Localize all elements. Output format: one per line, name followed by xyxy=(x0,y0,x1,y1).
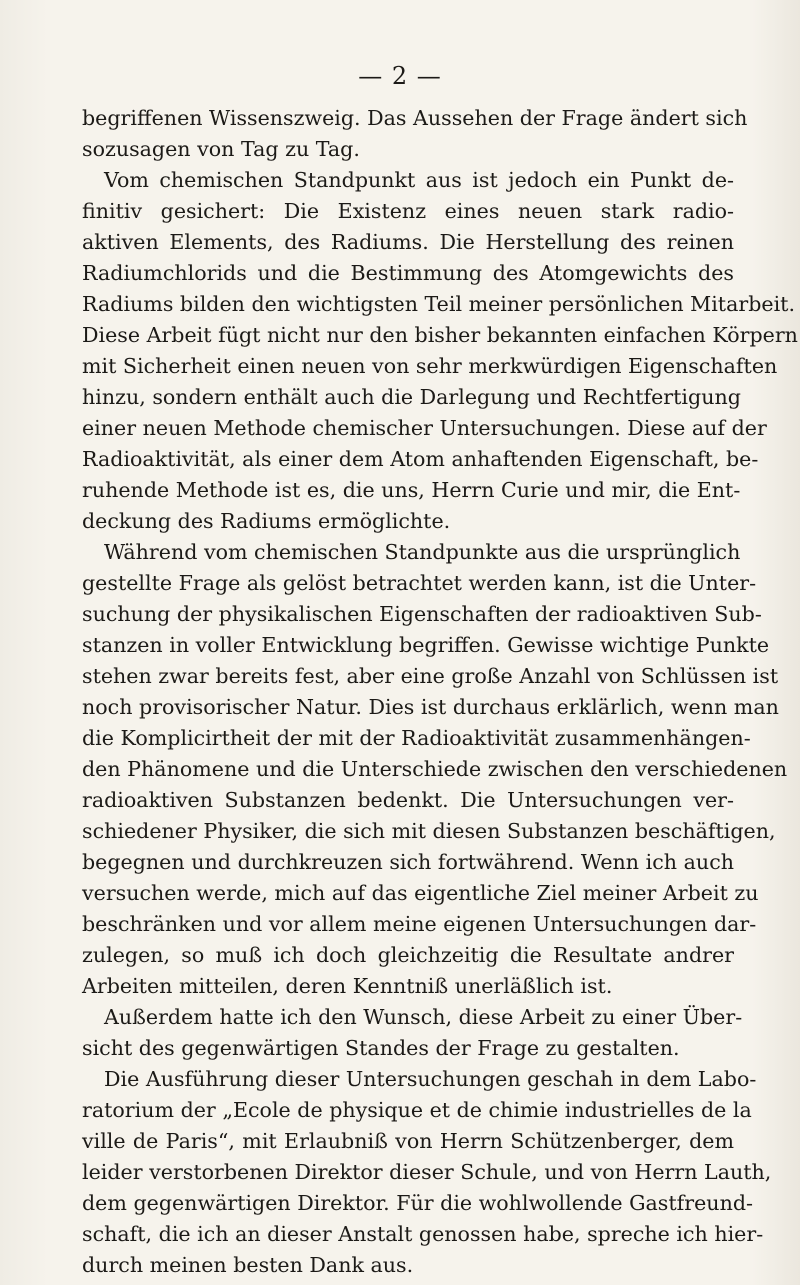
text-line: beschränken und vor allem meine eigenen Untersuchungen dar- xyxy=(82,912,757,936)
text-line: Radiums bilden den wichtigsten Teil meiner persönlichen Mitarbeit. xyxy=(82,292,795,316)
text-line: Arbeiten mitteilen, deren Kenntniß unerläßlich ist. xyxy=(82,974,613,998)
text-line: ville de Paris“, mit Erlaubniß von Herrn Schützenberger, dem xyxy=(82,1129,734,1153)
text-line: einer neuen Methode chemischer Untersuchungen. Diese auf der xyxy=(82,416,767,440)
text-line: den Phänomene und die Unterschiede zwischen den verschiedenen xyxy=(82,757,788,781)
text-line: die Komplicirtheit der mit der Radioaktivität zusammenhängen- xyxy=(82,726,751,750)
text-line: Während vom chemischen Standpunkte aus die ursprünglich xyxy=(104,540,741,564)
text-line: begriffenen Wissenszweig. Das Aussehen der Frage ändert sich xyxy=(82,106,748,130)
text-line: Vom chemischen Standpunkt aus ist jedoch ein Punkt de- xyxy=(104,168,734,192)
text-line: deckung des Radiums ermöglichte. xyxy=(82,509,451,533)
text-line: ratorium der „Ecole de physique et de chimie industrielles de la xyxy=(82,1098,752,1122)
text-line: begegnen und durchkreuzen sich fortwährend. Wenn ich auch xyxy=(82,850,734,874)
text-line: sozusagen von Tag zu Tag. xyxy=(82,137,360,161)
text-line: Radioaktivität, als einer dem Atom anhaftenden Eigenschaft, be- xyxy=(82,447,759,471)
text-line: Die Ausführung dieser Untersuchungen geschah in dem Labo- xyxy=(104,1067,757,1091)
text-line: suchung der physikalischen Eigenschaften der radioaktiven Sub- xyxy=(82,602,762,626)
text-line: mit Sicherheit einen neuen von sehr merkwürdigen Eigenschaften xyxy=(82,354,778,378)
text-line: hinzu, sondern enthält auch die Darlegung und Rechtfertigung xyxy=(82,385,741,409)
text-line: ruhende Methode ist es, die uns, Herrn Curie und mir, die Ent- xyxy=(82,478,741,502)
text-line: stehen zwar bereits fest, aber eine große Anzahl von Schlüssen ist xyxy=(82,664,779,688)
text-line: radioaktiven Substanzen bedenkt. Die Untersuchungen ver- xyxy=(82,788,734,812)
page-number: — 2 — xyxy=(358,62,442,90)
text-line: versuchen werde, mich auf das eigentliche Ziel meiner Arbeit zu xyxy=(82,881,759,905)
text-line: Diese Arbeit fügt nicht nur den bisher bekannten einfachen Körpern xyxy=(82,323,798,347)
text-line: zulegen, so muß ich doch gleichzeitig die Resultate andrer xyxy=(82,943,734,967)
text-line: noch provisorischer Natur. Dies ist durchaus erklärlich, wenn man xyxy=(82,695,779,719)
text-line: sicht des gegenwärtigen Standes der Frage zu gestalten. xyxy=(82,1036,680,1060)
text-line: stanzen in voller Entwicklung begriffen. Gewisse wichtige Punkte xyxy=(82,633,770,657)
body-text xyxy=(82,103,798,1281)
text-line: durch meinen besten Dank aus. xyxy=(82,1253,414,1277)
text-line: Außerdem hatte ich den Wunsch, diese Arbeit zu einer Über- xyxy=(104,1005,743,1029)
text-line: schaft, die ich an dieser Anstalt genossen habe, spreche ich hier- xyxy=(82,1222,764,1246)
text-line: dem gegenwärtigen Direktor. Für die wohlwollende Gastfreund- xyxy=(82,1191,753,1215)
text-line: aktiven Elements, des Radiums. Die Herstellung des reinen xyxy=(82,230,734,254)
text-line: schiedener Physiker, die sich mit diesen Substanzen beschäftigen, xyxy=(82,819,776,843)
text-line: finitiv gesichert: Die Existenz eines neuen stark radio- xyxy=(82,199,734,223)
text-line: leider verstorbenen Direktor dieser Schule, und von Herrn Lauth, xyxy=(82,1160,772,1184)
text-line: Radiumchlorids und die Bestimmung des Atomgewichts des xyxy=(82,261,734,285)
text-line: gestellte Frage als gelöst betrachtet werden kann, ist die Unter- xyxy=(82,571,757,595)
